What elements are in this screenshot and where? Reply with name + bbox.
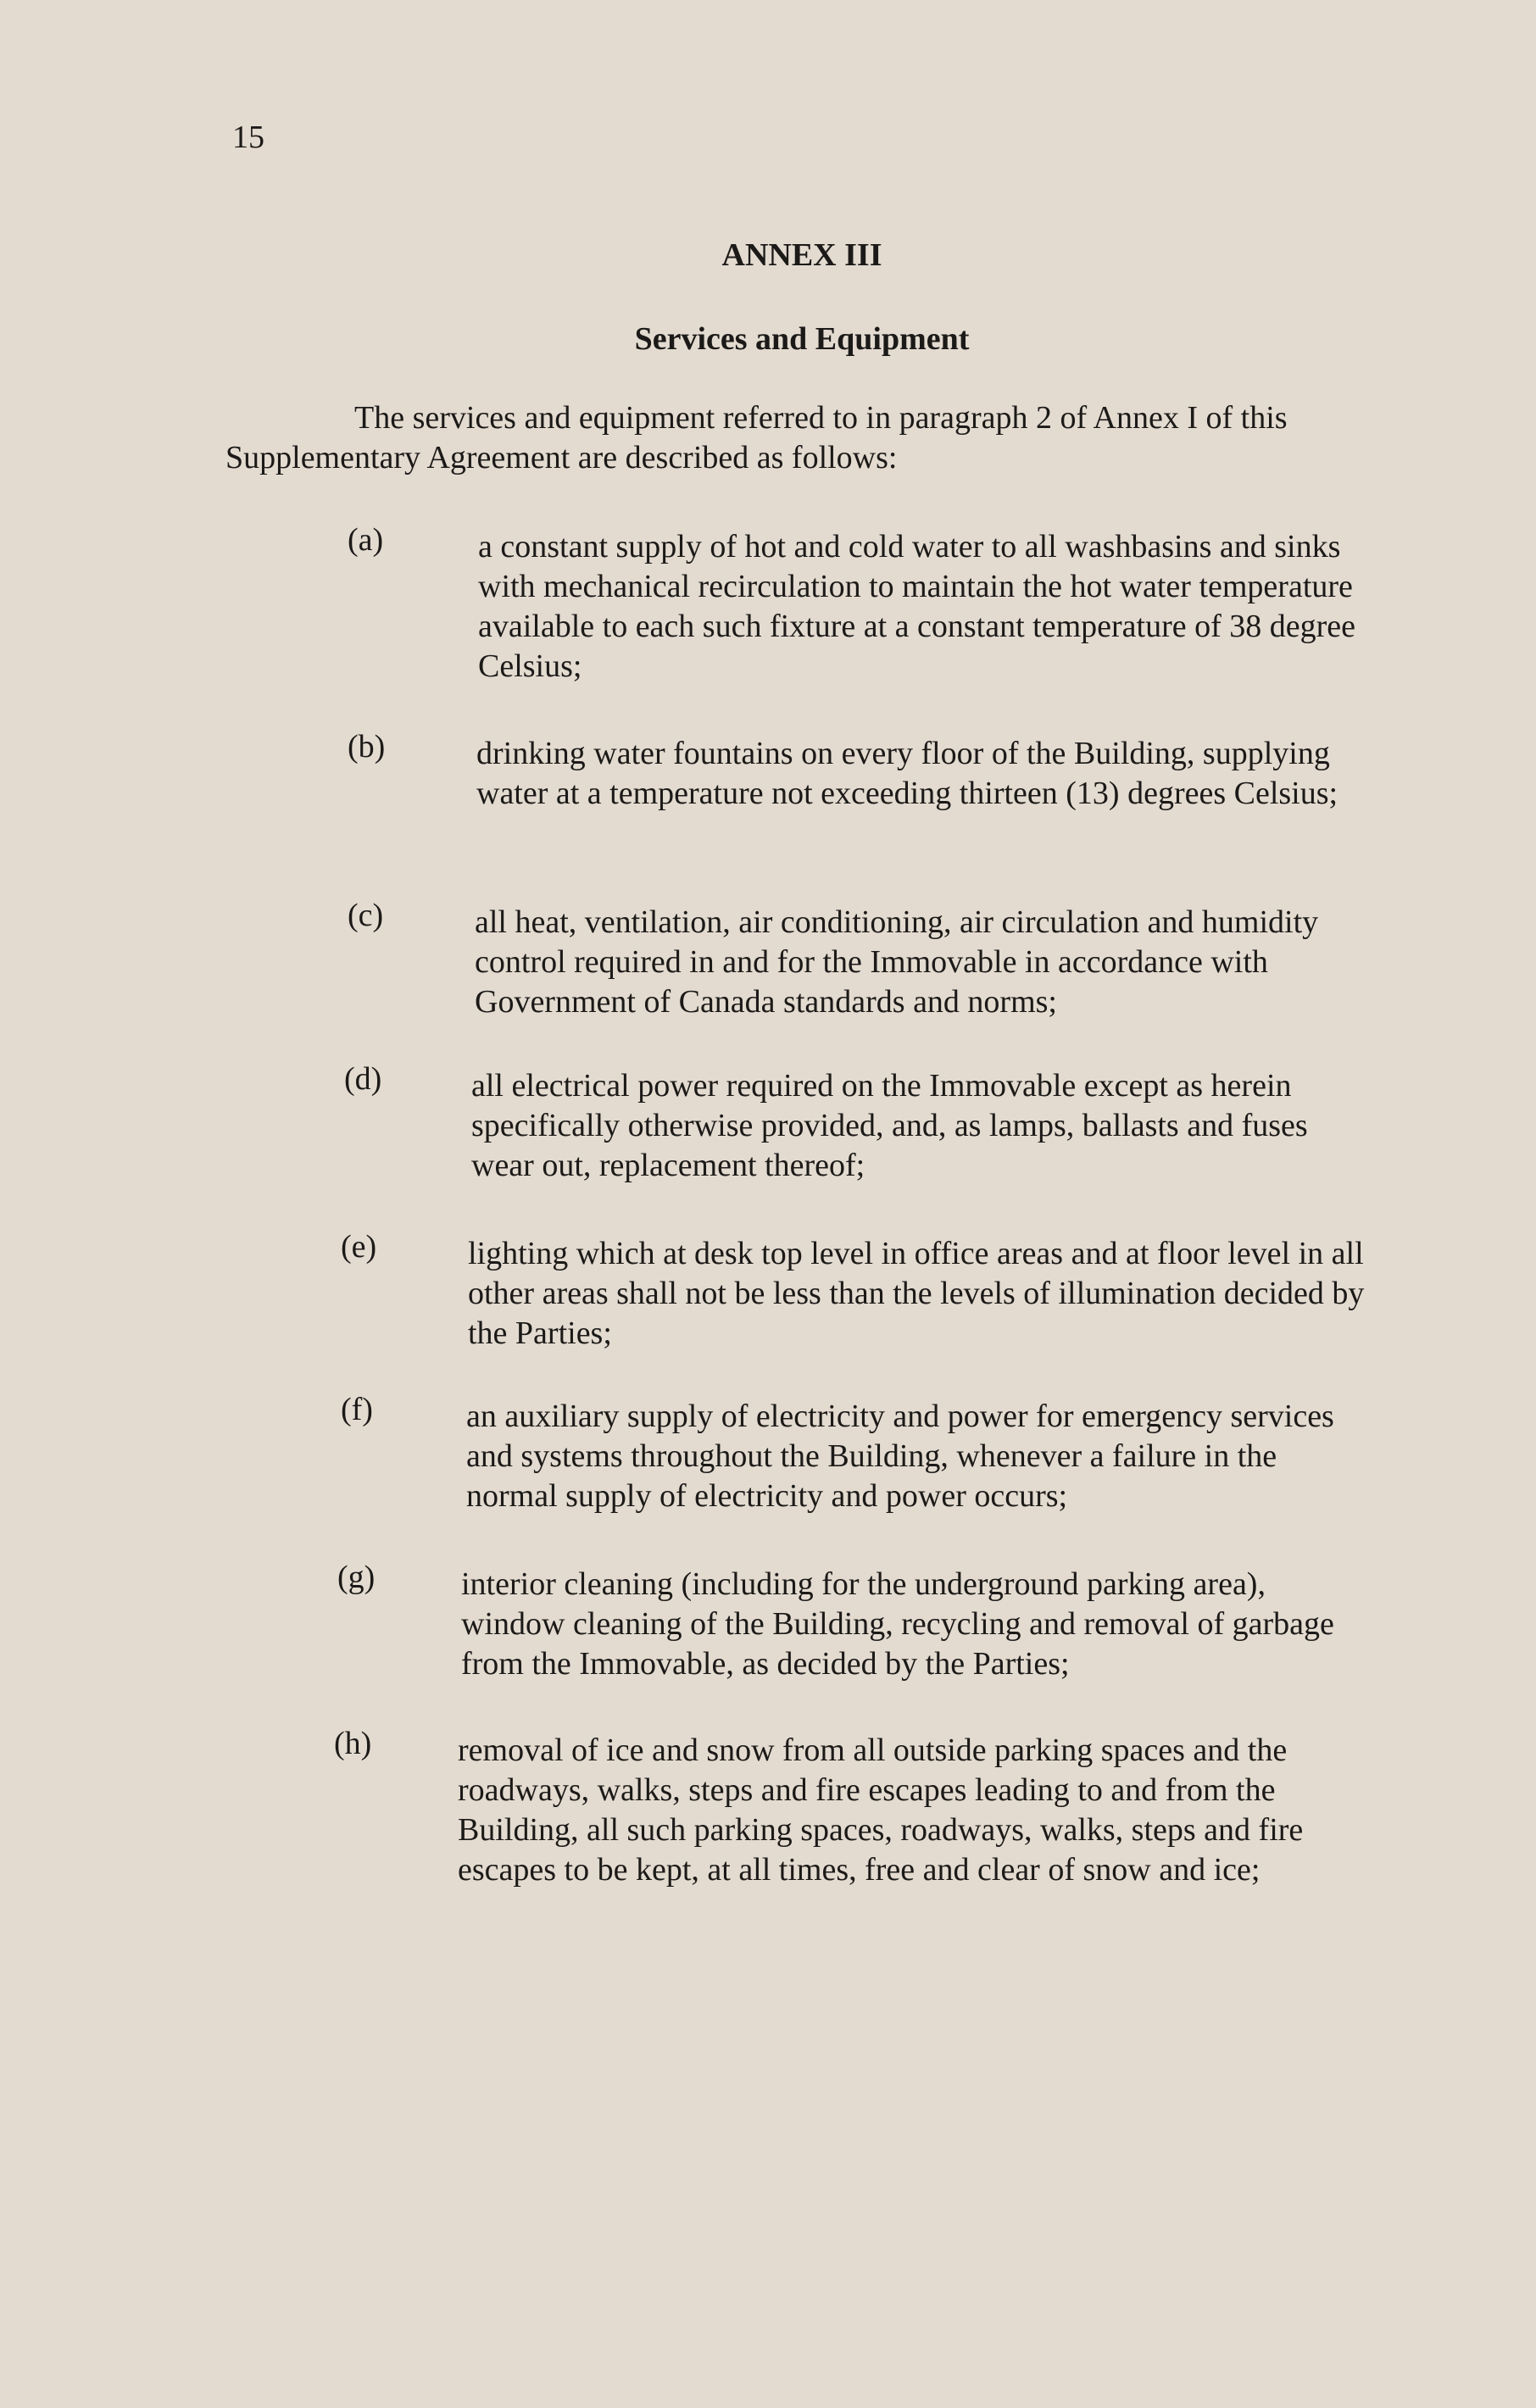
intro-paragraph: The services and equipment referred to in paragraph 2 of Annex I of this Supplementary Agreement are described as follows: [225, 400, 1288, 475]
list-item-label: (c) [348, 898, 384, 933]
list-item-text: interior cleaning (including for the underground parking area), window cleaning of the Building, recycling and removal of garbage from the Immovable, as decided by the Parties; [461, 1566, 1334, 1682]
list-item-text: removal of ice and snow from all outside parking spaces and the roadways, walks, steps and fire escapes leading to and from the Building, all such parking spaces, roadways, walks, steps and fire escapes to be kept, at all times, free and clear of snow and ice; [458, 1732, 1304, 1888]
list-item-label: (h) [334, 1726, 372, 1761]
annex-subtitle: Services and Equipment [634, 321, 970, 357]
list-item-text: drinking water fountains on every floor of the Building, supplying water at a temperature not exceeding thirteen (13) degrees Celsius; [476, 736, 1338, 811]
list-item-text: all heat, ventilation, air conditioning, air circulation and humidity control required in and for the Immovable in accordance with Government of Canada standards and norms; [475, 904, 1319, 1020]
list-item-label: (b) [348, 729, 386, 765]
list-item-text: a constant supply of hot and cold water to all washbasins and sinks with mechanical recirculation to maintain the hot water temperature available to each such fixture at a constant temperature of 38 degree Celsius; [478, 529, 1356, 684]
list-item-label: (d) [344, 1061, 382, 1097]
list-item-label: (a) [348, 522, 384, 558]
list-item-text: lighting which at desk top level in office areas and at floor level in all other areas shall not be less than the levels of illumination decided by the Parties; [468, 1236, 1365, 1351]
list-item-text: all electrical power required on the Immovable except as herein specifically otherwise provided, and, as lamps, ballasts and fuses wear out, replacement thereof; [471, 1068, 1308, 1183]
page-number: 15 [232, 120, 264, 155]
list-item-label: (g) [337, 1560, 376, 1595]
list-item-text: an auxiliary supply of electricity and power for emergency services and systems throughout the Building, whenever a failure in the normal supply of electricity and power occurs; [466, 1399, 1334, 1514]
list-item-label: (f) [341, 1392, 373, 1427]
list-item-label: (e) [341, 1229, 377, 1265]
annex-title: ANNEX III [721, 237, 882, 273]
